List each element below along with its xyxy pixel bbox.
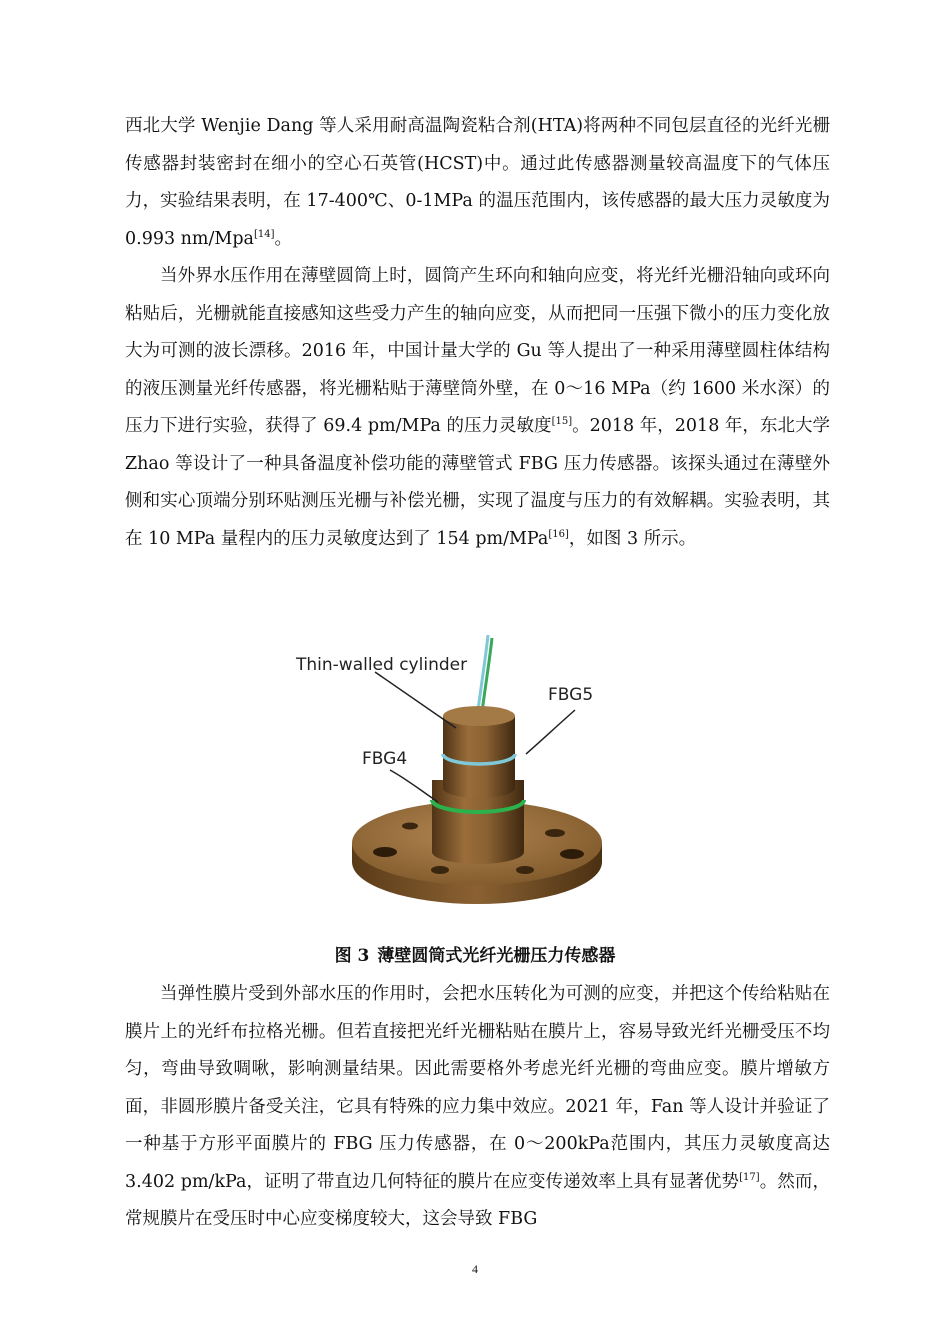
leader-fbg4 xyxy=(390,770,438,802)
paragraph-1-text: 西北大学 Wenjie Dang 等人采用耐高温陶瓷粘合剂(HTA)将两种不同包层直径的光纤光栅传感器封装密封在细小的空心石英管(HCST)中。通过此传感器测量较高温度下的气体压力，实验结果表明，在 17-400℃、0-1MPa 的温压范围内，该传感器的最大压力灵敏度为 0.993 nm/Mpa xyxy=(125,116,830,249)
caption-title: 薄壁圆筒式光纤光栅压力传感器 xyxy=(377,946,616,966)
paragraph-3 xyxy=(125,976,830,1239)
flange-hole xyxy=(545,829,565,837)
label-thin-walled-cylinder: Thin-walled cylinder xyxy=(296,655,468,675)
paragraph-3-text-a: 当弹性膜片受到外部水压的作用时，会把水压转化为可测的应变，并把这个传给粘贴在膜片上的光纤布拉格光栅。但若直接把光纤光栅粘贴在膜片上，容易导致光纤光栅受压不均匀，弯曲导致啁啾，影响测量结果。因此需要格外考虑光纤光栅的弯曲应变。膜片增敏方面，非圆形膜片备受关注，它具有特殊的应力集中效应。2021 年，Fan 等人设计并验证了一种基于方形平面膜片的 FBG 压力传感器，在 0～200kPa范围内，其压力灵敏度高达 3.402 pm/kPa，证明了带直边几何特征的膜片在应变传递效率上具有显著优势 xyxy=(125,984,830,1192)
flange-hole xyxy=(516,866,534,874)
cylinder-upper xyxy=(443,716,515,798)
flange-hole xyxy=(402,823,418,830)
citation-15[interactable]: [15] xyxy=(551,416,573,428)
leader-cylinder xyxy=(375,672,456,728)
citation-16[interactable]: [16] xyxy=(548,528,569,540)
cylinder-top xyxy=(443,706,515,726)
label-fbg4: FBG4 xyxy=(362,749,408,769)
paragraph-1-end: 。 xyxy=(274,228,293,249)
figure-3 xyxy=(290,630,620,920)
paragraph-3-text-b: 。然而，常规膜片在受压时中心应变梯度较大，这会导致 FBG xyxy=(125,1171,831,1229)
citation-17[interactable]: [17] xyxy=(739,1171,760,1183)
paragraph-2-text-c: ，如图 3 所示。 xyxy=(568,528,697,549)
caption-number: 图 3 xyxy=(334,946,370,966)
flange-hole xyxy=(373,847,397,857)
paragraph-2-text-b: 。2018 年，2018 年，东北大学 Zhao 等设计了一种具备温度补偿功能的薄壁管式 FBG 压力传感器。该探头通过在薄壁外侧和实心顶端分别环贴测压光栅与补偿光栅，实现了温度与压力的有效解耦。实验表明，其在 10 MPa 量程内的压力灵敏度达到了 154 pm/MPa xyxy=(125,416,830,549)
leader-fbg5 xyxy=(526,710,575,754)
paragraph-2-text-a: 当外界水压作用在薄壁圆筒上时，圆筒产生环向和轴向应变，将光纤光栅沿轴向或环向粘贴后，光栅就能直接感知这些受力产生的轴向应变，从而把同一压强下微小的压力变化放大为可测的波长漂移。2016 年，中国计量大学的 Gu 等人提出了一种采用薄壁圆柱体结构的液压测量光纤传感器，将光栅粘贴于薄壁筒外壁，在 0～16 MPa（约 1600 米水深）的压力下进行实验，获得了 69.4 pm/MPa 的压力灵敏度 xyxy=(125,266,830,436)
flange-hole xyxy=(431,866,449,874)
flange-hole xyxy=(560,849,584,859)
paragraph-1 xyxy=(125,108,830,258)
page-number: 4 xyxy=(472,1262,478,1276)
figure-caption xyxy=(0,941,950,966)
paragraph-2 xyxy=(125,258,830,558)
citation-14[interactable]: [14] xyxy=(253,228,275,240)
label-fbg5: FBG5 xyxy=(548,685,594,705)
sensor-illustration xyxy=(290,630,620,920)
